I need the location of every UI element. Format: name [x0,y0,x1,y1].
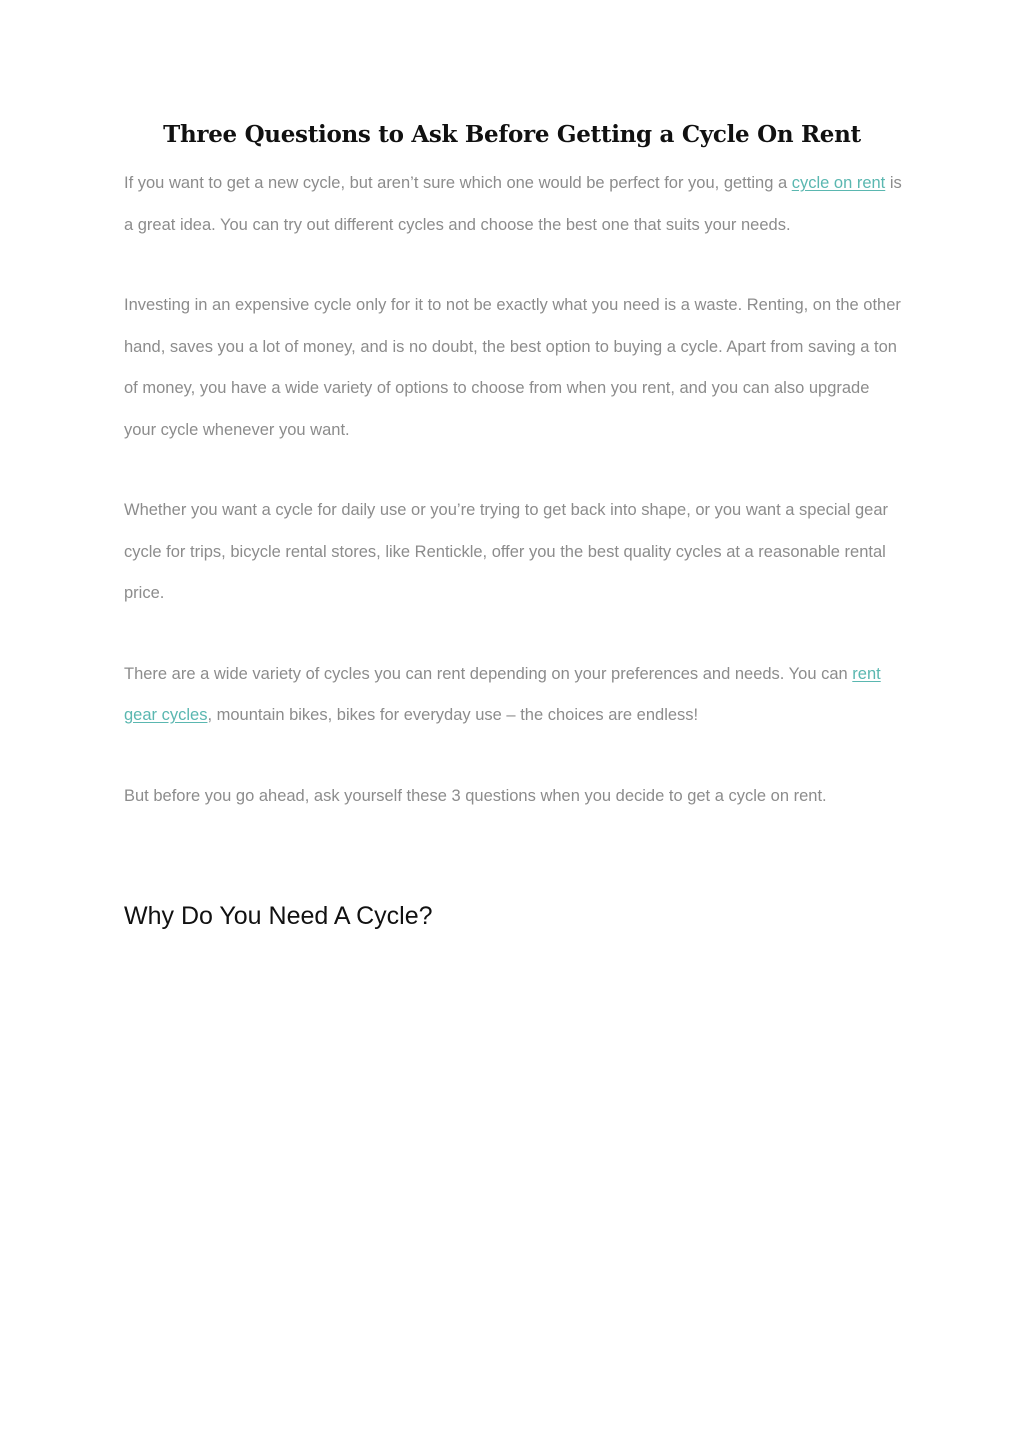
cycle-on-rent-link[interactable]: cycle on rent [791,174,886,192]
paragraph-daily-use: Whether you want a cycle for daily use or you’re trying to get back into shape, or you want a special gear cycle for trips, bicycle rental stores, like Rentickle, offer you the best quality cycles at a reasonable rental price. [124,501,888,602]
paragraph-variety [124,654,904,737]
paragraph-text: , mountain bikes, bikes for everyday use – the choices are endless! [207,706,699,724]
paragraph-text: If you want to get a new cycle, but aren’t sure which one would be perfect for you, getting a [124,174,792,192]
document-title: Three Questions to Ask Before Getting a Cycle On Rent [163,121,861,148]
paragraph-investing: Investing in an expensive cycle only for it to not be exactly what you need is a waste. Renting, on the other hand, saves you a lot of money, and is no doubt, the best option to buying a cycle. Apart from saving a ton of money, you have a wide variety of options to choose from when you rent, and you can also upgrade your cycle whenever you want. [124,296,901,439]
paragraph-questions: But before you go ahead, ask yourself these 3 questions when you decide to get a cycle on rent. [124,786,827,805]
document-body [124,163,904,817]
paragraph-text: There are a wide variety of cycles you can rent depending on your preferences and needs. You can [124,664,853,683]
paragraph-text: is a great idea. You can try out different cycles and choose the best one that suits your needs. [124,174,902,234]
section-heading: Why Do You Need A Cycle? [124,902,433,930]
rent-gear-cycles-link[interactable]: rent gear cycles [124,664,881,724]
paragraph-intro [124,163,904,246]
